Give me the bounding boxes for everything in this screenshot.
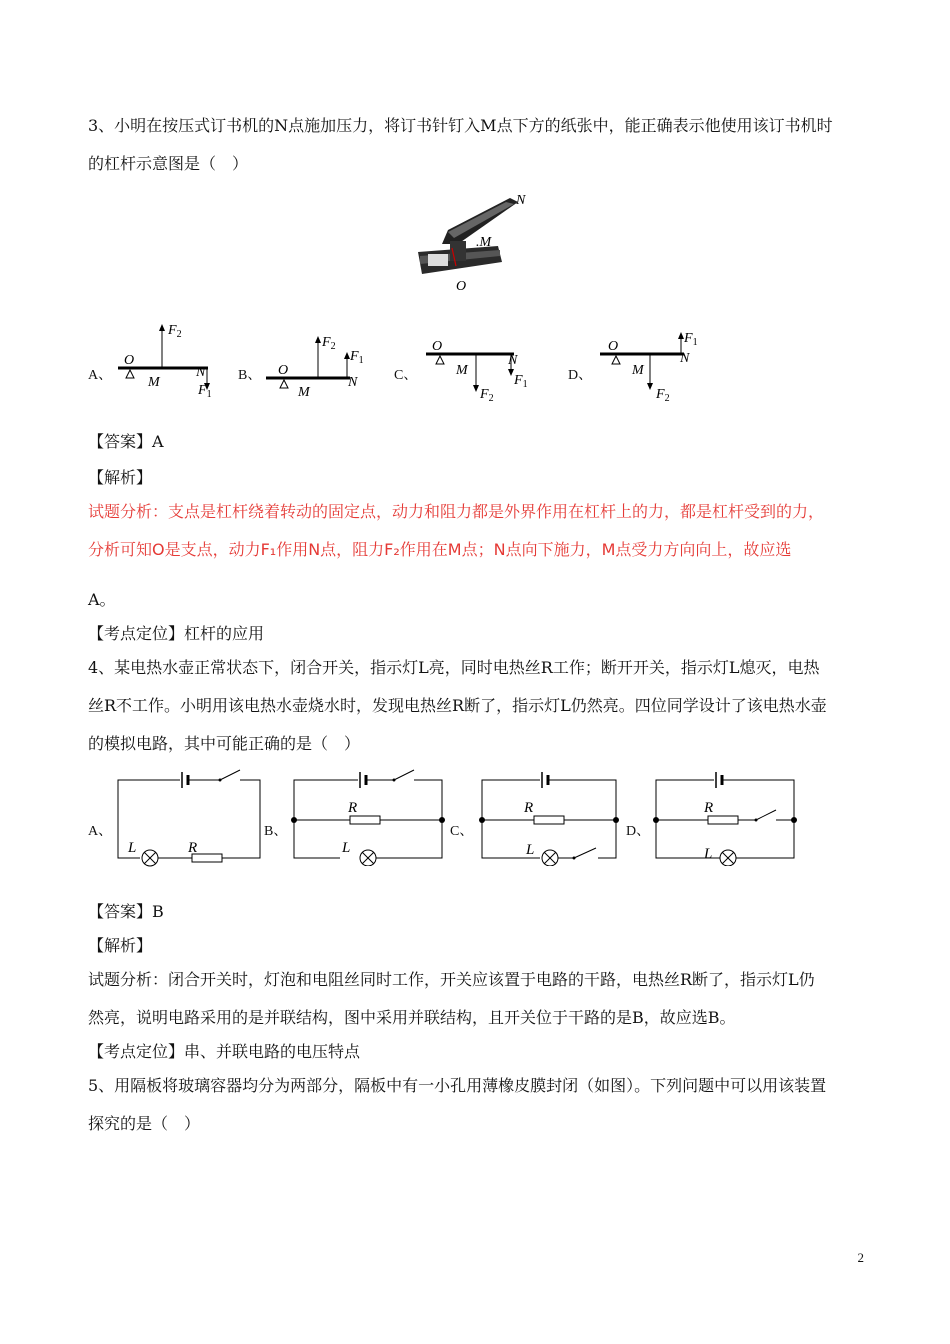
q4-answer: 【答案】B: [88, 902, 164, 921]
q5-stem-line1: 5、用隔板将玻璃容器均分为两部分，隔板中有一小孔用薄橡皮膜封闭（如图）。下列问题中可以用该装置: [88, 1076, 827, 1095]
lever-d-f1: $F_1$: [684, 331, 698, 348]
q4-stem-line1: 4、某电热水壶正常状态下，闭合开关，指示灯L亮，同时电热丝R工作；断开开关，指示灯L熄灭，电热: [88, 658, 820, 677]
lever-a-m: M: [148, 375, 160, 390]
q3-analysis-title: 【解析】: [88, 468, 153, 487]
circuit-diagram-a: [110, 766, 262, 870]
lever-a-f1: $F_1$: [198, 383, 212, 400]
lever-diagram-c: [418, 330, 538, 406]
circuit-diagram-c: [474, 766, 626, 866]
page-number: 2: [857, 1250, 864, 1265]
q4-analysis-title: 【解析】: [88, 936, 153, 955]
circuit-d-l: L: [704, 846, 713, 862]
q4-analysis-line1: 试题分析：闭合开关时，灯泡和电阻丝同时工作，开关应该置于电路的干路，电热丝R断了，指示灯L仍: [88, 970, 815, 989]
lever-b-m: M: [298, 385, 310, 400]
stapler-image: [410, 186, 545, 296]
circuit-a-l: L: [128, 840, 137, 856]
q3-kaodian: 【考点定位】杠杆的应用: [88, 624, 265, 643]
stapler-label-o: O: [456, 279, 467, 294]
circuit-a-r: R: [188, 840, 198, 856]
lever-c-f2: $F_2$: [480, 387, 494, 404]
circuit-b-r: R: [348, 800, 358, 816]
q4-stem-line3: 的模拟电路，其中可能正确的是（ ）: [88, 734, 361, 753]
q3-option-b-label: B、: [238, 368, 262, 383]
lever-d-o: O: [608, 339, 619, 354]
lever-b-f1: $F_1$: [350, 349, 364, 366]
circuit-diagram-b: [286, 766, 446, 866]
circuit-c-r: R: [524, 800, 534, 816]
q4-kaodian: 【考点定位】串、并联电路的电压特点: [88, 1042, 361, 1061]
lever-diagram-a: [110, 320, 220, 400]
lever-diagram-b: [258, 320, 368, 400]
q3-stem-line2: 的杠杆示意图是（ ）: [88, 154, 249, 173]
q3-analysis-line1: 试题分析：支点是杠杆绕着转动的固定点，动力和阻力都是外界作用在杠杆上的力，都是杠杆受到的力，: [88, 502, 825, 521]
lever-a-n: N: [196, 365, 206, 380]
q4-analysis-line2: 然亮，说明电路采用的是并联结构，图中采用并联结构，且开关位于干路的是B，故应选B。: [88, 1008, 736, 1027]
q3-answer: 【答案】A: [88, 432, 164, 451]
lever-c-n: N: [508, 353, 518, 368]
circuit-c-l: L: [526, 842, 535, 858]
lever-c-f1: $F_1$: [514, 373, 528, 390]
lever-c-m: M: [456, 363, 468, 378]
q3-option-c-label: C、: [394, 368, 418, 383]
lever-d-f2: $F_2$: [656, 387, 670, 404]
q3-analysis-line3: A。: [88, 590, 116, 609]
lever-a-o: O: [124, 353, 135, 368]
lever-c-o: O: [432, 339, 443, 354]
q3-stem-line1: 3、小明在按压式订书机的N点施加压力，将订书针钉入M点下方的纸张中，能正确表示他使用该订书机时: [88, 116, 833, 135]
lever-diagram-d: [592, 326, 712, 404]
q4-option-b-label: B、: [264, 824, 288, 839]
circuit-b-l: L: [342, 840, 351, 856]
circuit-diagram-d: [648, 766, 804, 866]
q3-option-a-label: A、: [88, 368, 113, 383]
q3-analysis-line2: 分析可知O是支点，动力F₁作用N点，阻力F₂作用在M点；N点向下施力，M点受力方向向上，故应选: [88, 540, 792, 559]
q3-option-d-label: D、: [568, 368, 593, 383]
q5-stem-line2: 探究的是（ ）: [88, 1114, 201, 1133]
lever-b-f2: $F_2$: [322, 335, 336, 352]
lever-d-m: M: [632, 363, 644, 378]
circuit-d-r: R: [704, 800, 714, 816]
stapler-label-n: N: [516, 193, 526, 208]
q4-option-c-label: C、: [450, 824, 474, 839]
stapler-label-m: .M: [476, 235, 492, 250]
q4-option-d-label: D、: [626, 824, 651, 839]
q4-stem-line2: 丝R不工作。小明用该电热水壶烧水时，发现电热丝R断了，指示灯L仍然亮。四位同学设计了该电热水壶: [88, 696, 827, 715]
q4-option-a-label: A、: [88, 824, 113, 839]
lever-b-n: N: [348, 375, 358, 390]
lever-b-o: O: [278, 363, 289, 378]
lever-a-f2: $F_2$: [168, 323, 182, 340]
lever-d-n: N: [680, 351, 690, 366]
